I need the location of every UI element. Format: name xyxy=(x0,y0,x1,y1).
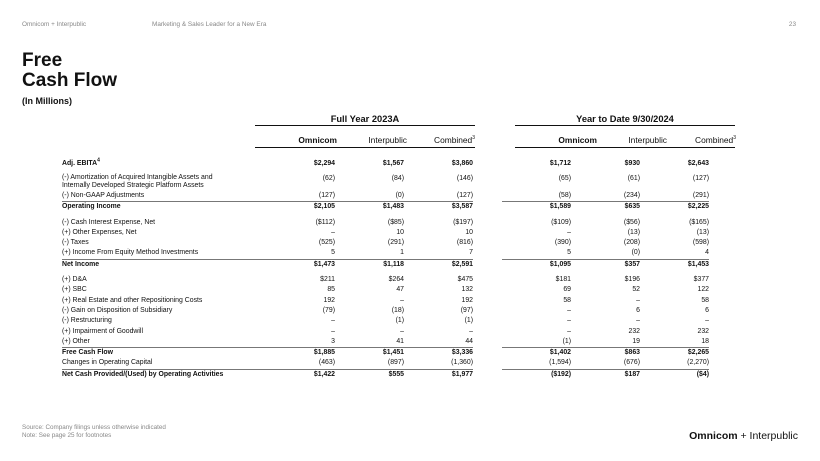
value-cell: 85 xyxy=(327,286,335,294)
row-gain-disposition xyxy=(62,306,709,316)
col-rule-fy xyxy=(255,147,475,148)
value-cell: – xyxy=(331,228,335,236)
row-operating-income xyxy=(62,202,709,213)
value-cell: (61) xyxy=(627,175,640,182)
col-header-combined-fy: Combined$^3$ xyxy=(434,135,475,145)
value-cell: $3,587 xyxy=(404,202,473,213)
row-non-gaap xyxy=(62,191,709,202)
column-gap xyxy=(473,157,502,171)
value-cell: (1) xyxy=(464,317,473,325)
value-cell: 41 xyxy=(396,337,404,345)
value-cell: $357 xyxy=(571,259,640,270)
column-gap xyxy=(473,285,502,295)
row-label: (-) Restructuring xyxy=(62,317,112,325)
row-net-income xyxy=(62,259,709,270)
value-cell: $2,265 xyxy=(640,348,709,359)
value-cell: 122 xyxy=(697,286,709,294)
value-cell: 4 xyxy=(705,249,709,257)
value-cell: (65) xyxy=(558,175,571,182)
column-gap xyxy=(473,327,502,337)
value-cell: (97) xyxy=(460,306,473,314)
title-line-2: Cash Flow xyxy=(22,70,118,91)
value-cell: 192 xyxy=(323,296,335,304)
row-amortization xyxy=(62,171,709,191)
value-cell: (58) xyxy=(558,192,571,199)
row-other-expenses xyxy=(62,228,709,238)
value-cell: – xyxy=(331,327,335,335)
row-label: (+) Real Estate and other Repositioning Costs xyxy=(62,296,203,304)
row-label: (-) Taxes xyxy=(62,239,89,247)
title-line-1: Free xyxy=(22,50,63,71)
row-operating-capital xyxy=(62,358,709,369)
row-cash-interest xyxy=(62,218,709,228)
column-gap xyxy=(473,306,502,316)
row-label: (+) SBC xyxy=(62,286,87,294)
row-equity-income xyxy=(62,248,709,259)
value-cell: (2,270) xyxy=(687,359,709,367)
value-cell: 47 xyxy=(396,286,404,294)
value-cell: ($56) xyxy=(623,218,640,226)
omnicom-interpublic-logo: Omnicom + Interpublic xyxy=(689,430,798,442)
group-rule-full-year xyxy=(255,125,475,126)
row-label: (+) Other xyxy=(62,337,90,345)
row-label: (+) D&A xyxy=(62,276,87,284)
value-cell: $196 xyxy=(624,276,640,284)
value-cell: (1,360) xyxy=(451,359,473,367)
cash-flow-table xyxy=(62,157,709,380)
value-cell: $1,422 xyxy=(266,369,335,380)
value-cell: (18) xyxy=(391,306,404,314)
row-label: (+) Impairment of Goodwill xyxy=(62,327,143,335)
group-header-ytd: Year to Date 9/30/2024 xyxy=(576,114,674,124)
value-cell: (13) xyxy=(696,228,709,236)
value-cell: $1,473 xyxy=(266,259,335,270)
value-cell: 6 xyxy=(705,306,709,314)
column-gap xyxy=(473,275,502,285)
value-cell: $2,643 xyxy=(687,160,709,167)
value-cell: ($197) xyxy=(453,218,473,226)
value-cell: $2,591 xyxy=(404,259,473,270)
row-label: Free Cash Flow xyxy=(62,348,266,359)
col-header-omnicom-fy: Omnicom xyxy=(298,135,337,145)
value-cell: (816) xyxy=(456,239,473,247)
value-cell: $1,453 xyxy=(640,259,709,270)
value-cell: – xyxy=(705,317,709,325)
value-cell: 192 xyxy=(461,296,473,304)
value-cell: – xyxy=(400,327,404,335)
column-gap xyxy=(473,248,502,259)
value-cell: ($192) xyxy=(502,369,571,380)
value-cell: – xyxy=(469,327,473,335)
value-cell: $1,483 xyxy=(335,202,404,213)
page-title xyxy=(22,51,117,91)
value-cell: $2,294 xyxy=(313,160,335,167)
value-cell: ($85) xyxy=(387,218,404,226)
value-cell: (0) xyxy=(631,249,640,257)
value-cell: $1,589 xyxy=(502,202,571,213)
value-cell: ($165) xyxy=(689,218,709,226)
column-gap xyxy=(473,358,502,369)
column-gap xyxy=(473,259,502,270)
row-free-cash-flow xyxy=(62,348,709,359)
column-gap xyxy=(473,202,502,213)
value-cell: (525) xyxy=(318,239,335,247)
col-header-interpublic-fy: Interpublic xyxy=(368,135,407,145)
value-cell: 6 xyxy=(636,306,640,314)
row-label: (+) Other Expenses, Net xyxy=(62,228,137,236)
value-cell: 1 xyxy=(400,249,404,257)
row-label: Net Cash Provided/(Used) by Operating Activities xyxy=(62,369,266,380)
footnote-note: Note: See page 25 for footnotes xyxy=(22,432,112,439)
header-tagline: Marketing & Sales Leader for a New Era xyxy=(152,21,267,28)
value-cell: – xyxy=(567,327,571,335)
value-cell: ($4) xyxy=(640,369,709,380)
value-cell: $187 xyxy=(571,369,640,380)
column-gap xyxy=(473,369,502,380)
value-cell: $1,885 xyxy=(266,348,335,359)
value-cell: (234) xyxy=(623,192,640,199)
column-gap xyxy=(473,296,502,306)
value-cell: (79) xyxy=(322,306,335,314)
col-header-combined-ytd: Combined$^3$ xyxy=(695,135,736,145)
value-cell: 7 xyxy=(469,249,473,257)
column-gap xyxy=(473,337,502,348)
value-cell: – xyxy=(636,317,640,325)
row-label: (-) Cash Interest Expense, Net xyxy=(62,218,156,226)
value-cell: (897) xyxy=(387,359,404,367)
value-cell: 10 xyxy=(396,228,404,236)
column-gap xyxy=(473,218,502,228)
header-company: Omnicom + Interpublic xyxy=(22,21,87,28)
value-cell: $475 xyxy=(457,276,473,284)
value-cell: 69 xyxy=(563,286,571,294)
value-cell: (127) xyxy=(692,175,709,182)
value-cell: – xyxy=(400,296,404,304)
value-cell: $555 xyxy=(335,369,404,380)
row-real-estate xyxy=(62,296,709,306)
column-gap xyxy=(473,228,502,238)
value-cell: $377 xyxy=(693,276,709,284)
column-gap xyxy=(473,316,502,326)
value-cell: 232 xyxy=(628,327,640,335)
value-cell: $1,567 xyxy=(382,160,404,167)
value-cell: 58 xyxy=(701,296,709,304)
value-cell: – xyxy=(567,228,571,236)
value-cell: 232 xyxy=(697,327,709,335)
row-taxes xyxy=(62,238,709,248)
value-cell: (84) xyxy=(391,175,404,182)
value-cell: $181 xyxy=(555,276,571,284)
value-cell: $635 xyxy=(571,202,640,213)
value-cell: $1,095 xyxy=(502,259,571,270)
value-cell: (463) xyxy=(318,359,335,367)
page-subtitle: (In Millions) xyxy=(22,96,72,106)
value-cell: $863 xyxy=(571,348,640,359)
value-cell: $1,118 xyxy=(335,259,404,270)
row-label: Changes in Operating Capital xyxy=(62,359,153,367)
value-cell: $264 xyxy=(388,276,404,284)
value-cell: $2,105 xyxy=(266,202,335,213)
value-cell: 18 xyxy=(701,337,709,345)
value-cell: 44 xyxy=(465,337,473,345)
value-cell: (13) xyxy=(627,228,640,236)
value-cell: $211 xyxy=(320,276,335,284)
group-header-full-year: Full Year 2023A xyxy=(330,114,400,124)
footnote-source: Source: Company filings unless otherwise indicated xyxy=(22,424,166,431)
column-gap xyxy=(473,171,502,191)
column-gap xyxy=(473,348,502,359)
value-cell: (291) xyxy=(387,239,404,247)
row-other xyxy=(62,337,709,348)
column-gap xyxy=(473,191,502,202)
value-cell: (291) xyxy=(692,192,709,199)
col-header-interpublic-ytd: Interpublic xyxy=(628,135,667,145)
col-rule-ytd xyxy=(515,147,735,148)
row-label: Operating Income xyxy=(62,202,266,213)
value-cell: (676) xyxy=(623,359,640,367)
value-cell: (62) xyxy=(322,175,335,182)
row-restructuring xyxy=(62,316,709,326)
value-cell: (146) xyxy=(456,175,473,182)
row-da xyxy=(62,275,709,285)
value-cell: – xyxy=(567,317,571,325)
value-cell: $1,712 xyxy=(549,160,571,167)
value-cell: $3,336 xyxy=(404,348,473,359)
value-cell: (0) xyxy=(395,192,404,199)
value-cell: $930 xyxy=(624,160,640,167)
value-cell: 58 xyxy=(563,296,571,304)
page-number: 23 xyxy=(788,21,796,28)
value-cell: $2,225 xyxy=(640,202,709,213)
value-cell: ($112) xyxy=(315,218,335,226)
row-net-cash xyxy=(62,369,709,380)
col-header-omnicom-ytd: Omnicom xyxy=(558,135,597,145)
value-cell: 3 xyxy=(331,337,335,345)
value-cell: 5 xyxy=(567,249,571,257)
value-cell: – xyxy=(567,306,571,314)
value-cell: (1,594) xyxy=(549,359,571,367)
row-label: (+) Income From Equity Method Investments xyxy=(62,249,199,257)
group-rule-ytd xyxy=(515,125,735,126)
value-cell: (208) xyxy=(623,239,640,247)
value-cell: $1,977 xyxy=(404,369,473,380)
row-sbc xyxy=(62,285,709,295)
value-cell: $1,402 xyxy=(502,348,571,359)
row-label: Net Income xyxy=(62,259,266,270)
value-cell: 10 xyxy=(465,228,473,236)
value-cell: – xyxy=(636,296,640,304)
row-label: (-) Gain on Disposition of Subsidiary xyxy=(62,306,173,314)
row-label: (-) Amortization of Acquired Intangible Assets and Internally Developed Strategic Platform Assets xyxy=(62,174,213,189)
value-cell: 19 xyxy=(632,337,640,345)
value-cell: (390) xyxy=(554,239,571,247)
column-gap xyxy=(473,238,502,248)
row-adj-ebita xyxy=(62,157,709,171)
value-cell: (1) xyxy=(395,317,404,325)
value-cell: $3,860 xyxy=(451,160,473,167)
value-cell: (1) xyxy=(562,337,571,345)
row-label: (-) Non-GAAP Adjustments xyxy=(62,192,145,199)
value-cell: – xyxy=(331,317,335,325)
value-cell: ($109) xyxy=(551,218,571,226)
value-cell: (127) xyxy=(318,192,335,199)
value-cell: (598) xyxy=(692,239,709,247)
row-label: Adj. EBITA$^4$ xyxy=(62,157,100,167)
value-cell: 132 xyxy=(461,286,473,294)
row-impairment xyxy=(62,327,709,337)
value-cell: (127) xyxy=(456,192,473,199)
value-cell: 5 xyxy=(331,249,335,257)
value-cell: 52 xyxy=(632,286,640,294)
value-cell: $1,451 xyxy=(335,348,404,359)
